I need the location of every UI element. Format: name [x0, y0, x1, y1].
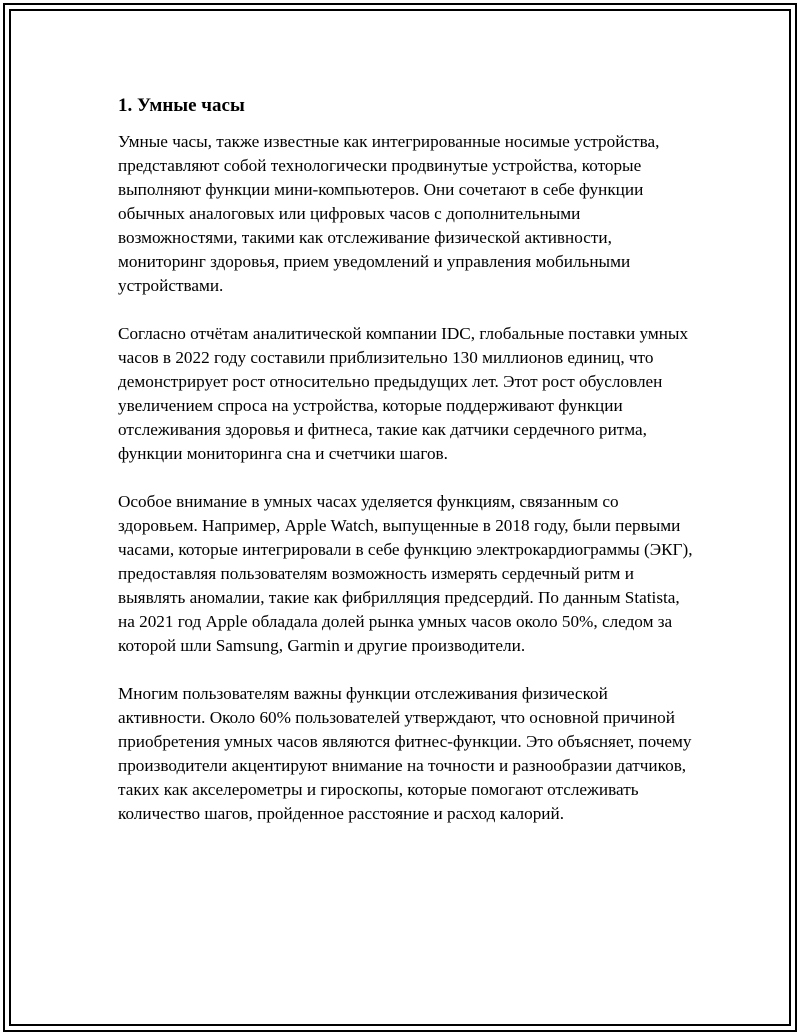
paragraph-market: Согласно отчётам аналитической компании IDC, глобальные поставки умных часов в 2022 году составили приблизительно 130 миллионов единиц, что демонстрирует рост относительно предыдущих лет. Этот рост обусловлен увеличением спроса на устройства, которые поддерживают функции отслеживания здоровья и фитнеса, такие как датчики сердечного ритма, функции мониторинга сна и счетчики шагов.	[118, 324, 689, 463]
paragraph-intro: Умные часы, также известные как интегрированные носимые устройства, представляют собой технологически продвинутые устройства, которые выполняют функции мини-компьютеров. Они сочетают в себе функции обычных аналоговых или цифровых часов с дополнительными возможностями, такими как отслеживание физической активности, мониторинг здоровья, прием уведомлений и управления мобильными устройствами.	[118, 132, 660, 295]
section-heading: 1. Умные часы	[118, 95, 245, 116]
paragraph-health: Особое внимание в умных часах уделяется функциям, связанным со здоровьем. Например, Apple Watch, выпущенные в 2018 году, были первыми часами, которые интегрировали в себе функцию электрокардиограммы (ЭКГ), предоставляя пользователям возможность измерять сердечный ритм и выявлять аномалии, такие как фибрилляция предсердий. По данным Statista, на 2021 год Apple обладала долей рынка умных часов около 50%, следом за которой шли Samsung, Garmin и другие производители.	[118, 492, 693, 655]
paragraph-fitness: Многим пользователям важны функции отслеживания физической активности. Около 60% пользователей утверждают, что основной причиной приобретения умных часов являются фитнес-функции. Это объясняет, почему производители акцентируют внимание на точности и разнообразии датчиков, таких как акселерометры и гироскопы, которые помогают отслеживать количество шагов, пройденное расстояние и расход калорий.	[118, 684, 692, 823]
document-body	[118, 92, 698, 850]
